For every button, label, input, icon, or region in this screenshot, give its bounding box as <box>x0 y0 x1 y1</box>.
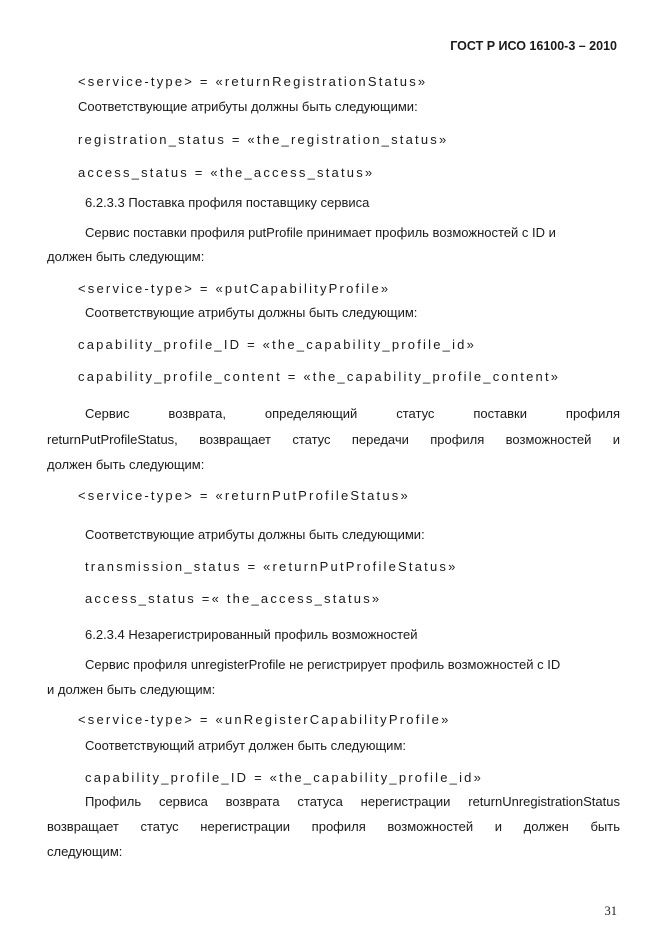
page-number: 31 <box>604 904 617 918</box>
code-line: access_status = «the_access_status» <box>78 165 375 180</box>
document-header: ГОСТ Р ИСО 16100-3 – 2010 <box>450 39 617 53</box>
text-line: Соответствующий атрибут должен быть следующим: <box>85 738 406 753</box>
text-line: Сервис профиля unregisterProfile не регистрирует профиль возможностей с ID <box>85 657 561 672</box>
text-line: Сервис возврата, определяющий статус поставки профиля <box>85 406 620 421</box>
text-line: Профиль сервиса возврата статуса нерегистрации returnUnregistrationStatus <box>85 794 620 809</box>
text-line: следующим: <box>47 844 123 859</box>
code-line: transmission_status = «returnPutProfileStatus» <box>85 559 458 574</box>
section-heading: 6.2.3.4 Незарегистрированный профиль возможностей <box>85 627 418 642</box>
code-line: <service-type> = «returnPutProfileStatus» <box>78 488 410 503</box>
text-line: Сервис поставки профиля putProfile принимает профиль возможностей с ID и <box>85 225 556 240</box>
code-line: <service-type> = «returnRegistrationStatus» <box>78 74 428 89</box>
text-line: должен быть следующим: <box>47 249 205 264</box>
code-line: <service-type> = «putCapabilityProfile» <box>78 281 391 296</box>
code-line: <service-type> = «unRegisterCapabilityProfile» <box>78 712 451 727</box>
text-line: должен быть следующим: <box>47 457 205 472</box>
code-line: registration_status = «the_registration_status» <box>78 132 449 147</box>
text-line: и должен быть следующим: <box>47 682 216 697</box>
text-line: возвращает статус нерегистрации профиля возможностей и должен быть <box>47 819 620 834</box>
text-line: Соответствующие атрибуты должны быть следующими: <box>85 527 425 542</box>
text-line: Соответствующие атрибуты должны быть следующим: <box>85 305 418 320</box>
code-line: capability_profile_content = «the_capability_profile_content» <box>78 369 561 384</box>
code-line: capability_profile_ID = «the_capability_profile_id» <box>78 337 477 352</box>
section-heading: 6.2.3.3 Поставка профиля поставщику сервиса <box>85 195 370 210</box>
text-line: Соответствующие атрибуты должны быть следующими: <box>78 99 418 114</box>
code-line: capability_profile_ID = «the_capability_profile_id» <box>85 770 484 785</box>
text-line: returnPutProfileStatus, возвращает статус передачи профиля возможностей и <box>47 432 620 447</box>
code-line: access_status =« the_access_status» <box>85 591 382 606</box>
